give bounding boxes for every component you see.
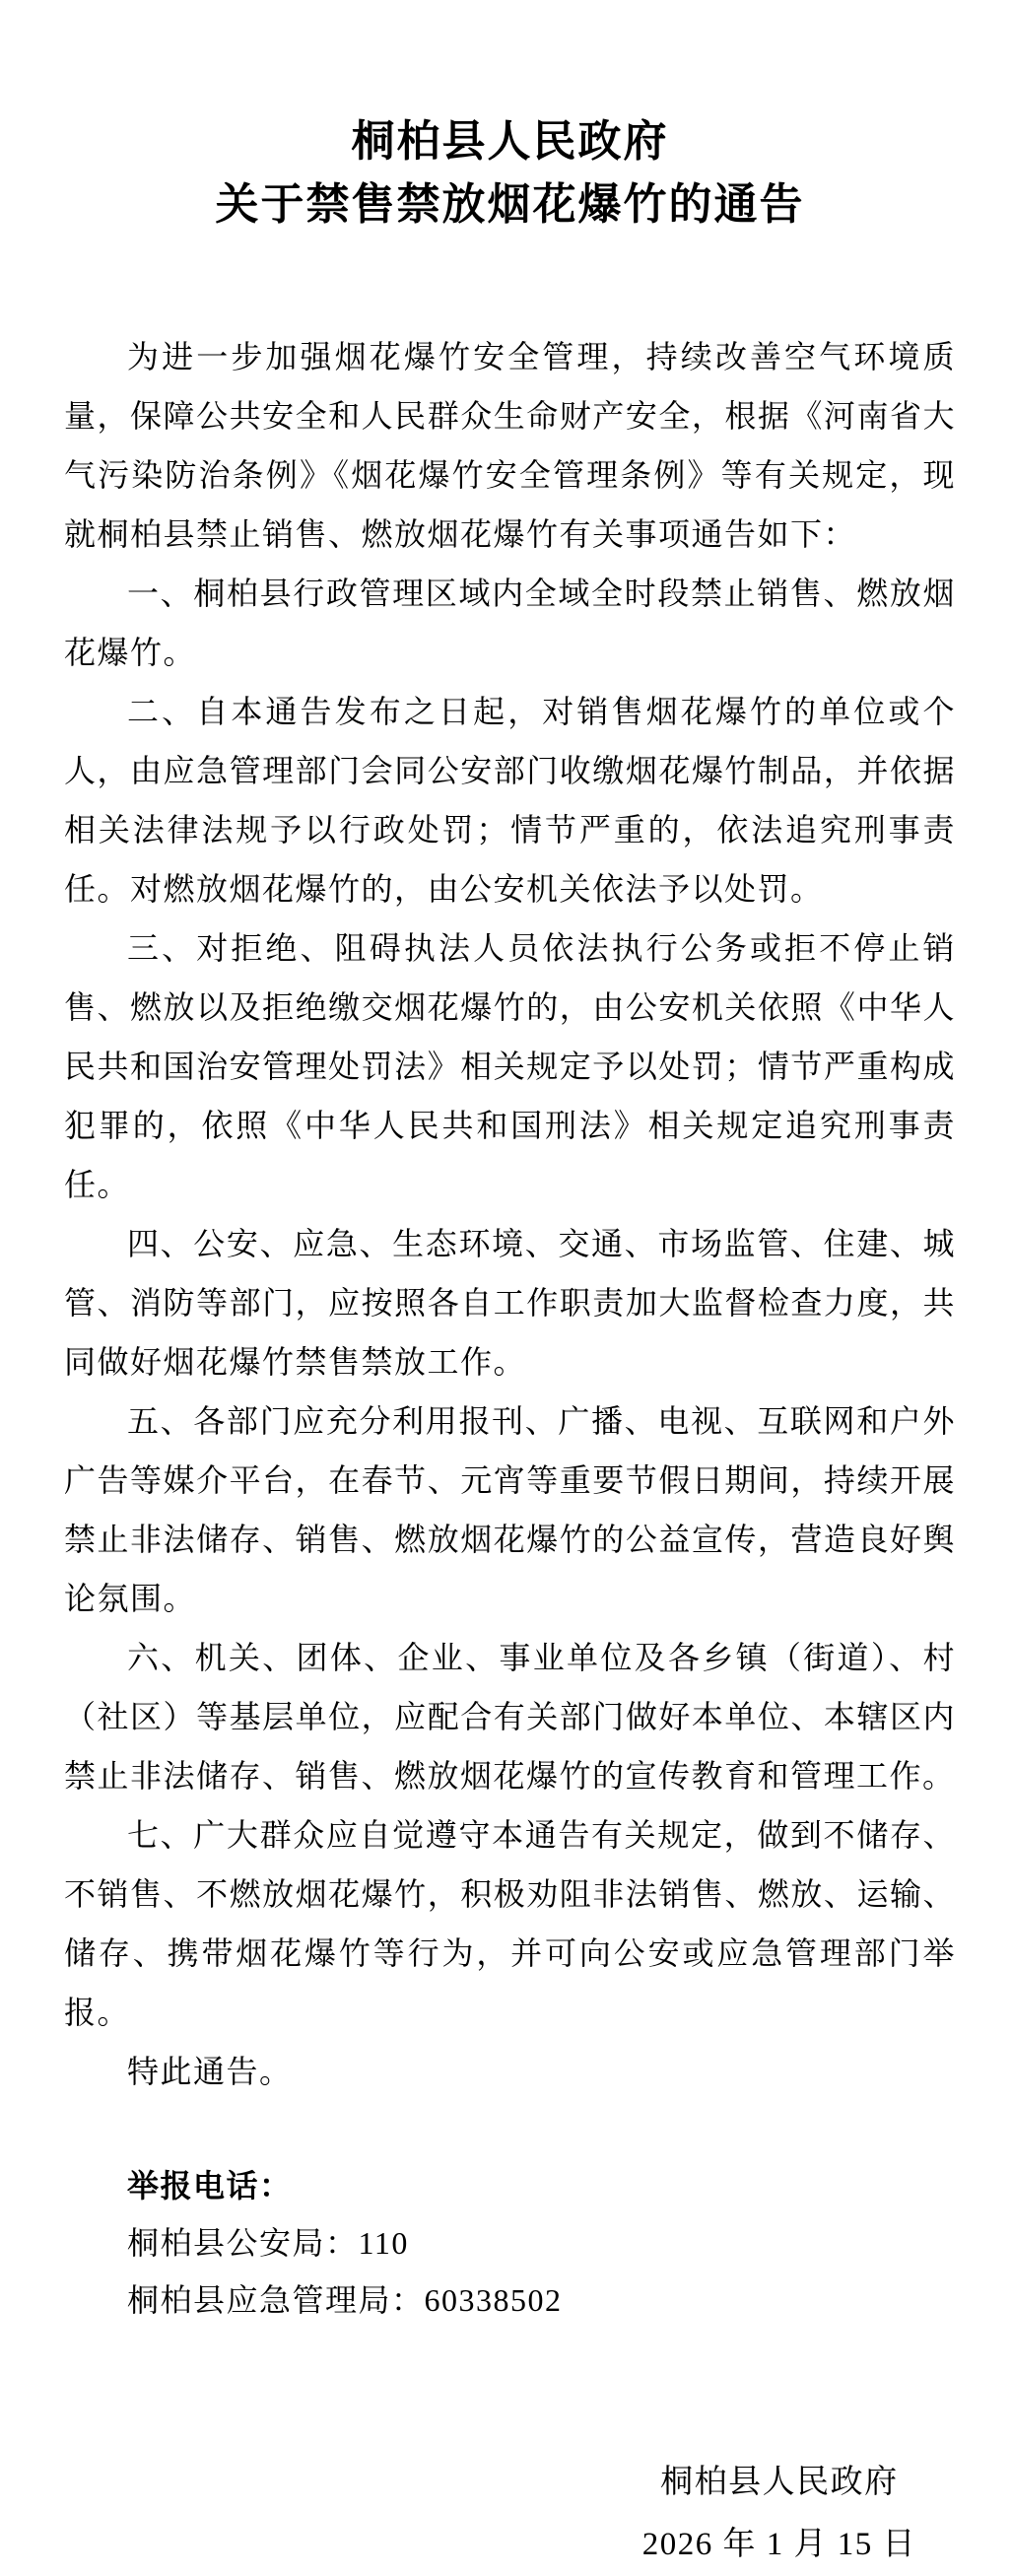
document-title bbox=[64, 110, 956, 237]
signature-block bbox=[642, 2452, 916, 2576]
title-subject-line: 关于禁售禁放烟花爆竹的通告 bbox=[215, 180, 805, 229]
paragraph-closing: 特此通告。 bbox=[127, 2054, 293, 2089]
paragraph-item-7: 七、广大群众应自觉遵守本通告有关规定，做到不储存、不销售、不燃放烟花爆竹，积极劝阻非法销售、燃放、运输、储存、携带烟花爆竹等行为，并可向公安或应急管理部门举报。 bbox=[64, 1817, 956, 2030]
paragraph-intro: 为进一步加强烟花爆竹安全管理，持续改善空气环境质量，保障公共安全和人民群众生命财产安全，根据《河南省大气污染防治条例》《烟花爆竹安全管理条例》等有关规定，现就桐柏县禁止销售、燃放烟花爆竹有关事项通告如下： bbox=[64, 339, 956, 552]
paragraph-item-6: 六、机关、团体、企业、事业单位及各乡镇（街道）、村（社区）等基层单位，应配合有关部门做好本单位、本辖区内禁止非法储存、销售、燃放烟花爆竹的宣传教育和管理工作。 bbox=[64, 1640, 956, 1794]
hotline-section bbox=[64, 2157, 956, 2329]
hotline-police-phone: 桐柏县公安局：110 bbox=[127, 2225, 409, 2261]
paragraph-item-1: 一、桐柏县行政管理区域内全域全时段禁止销售、燃放烟花爆竹。 bbox=[64, 576, 956, 670]
paragraph-item-3: 三、对拒绝、阻碍执法人员依法执行公务或拒不停止销售、燃放以及拒绝缴交烟花爆竹的，由公安机关依照《中华人民共和国治安管理处罚法》相关规定予以处罚；情节严重构成犯罪的，依照《中华人民共和国刑法》相关规定追究刑事责任。 bbox=[64, 930, 956, 1202]
signature-issuer: 桐柏县人民政府 bbox=[660, 2465, 899, 2500]
paragraph-item-2: 二、自本通告发布之日起，对销售烟花爆竹的单位或个人，由应急管理部门会同公安部门收缴烟花爆竹制品，并依据相关法律法规予以行政处罚；情节严重的，依法追究刑事责任。对燃放烟花爆竹的，由公安机关依法予以处罚。 bbox=[64, 694, 956, 907]
hotline-emergency-phone: 桐柏县应急管理局：60338502 bbox=[127, 2282, 563, 2318]
paragraph-item-5: 五、各部门应充分利用报刊、广播、电视、互联网和户外广告等媒介平台，在春节、元宵等重要节假日期间，持续开展禁止非法储存、销售、燃放烟花爆竹的公益宣传，营造良好舆论氛围。 bbox=[64, 1403, 956, 1616]
paragraph-item-4: 四、公安、应急、生态环境、交通、市场监管、住建、城管、消防等部门，应按照各自工作职责加大监督检查力度，共同做好烟花爆竹禁售禁放工作。 bbox=[64, 1226, 956, 1380]
signature-date: 2026 年 1 月 15 日 bbox=[641, 2527, 916, 2562]
notice-body bbox=[64, 327, 956, 2101]
title-issuer-line: 桐柏县人民政府 bbox=[351, 117, 669, 166]
hotline-heading: 举报电话： bbox=[127, 2168, 293, 2203]
